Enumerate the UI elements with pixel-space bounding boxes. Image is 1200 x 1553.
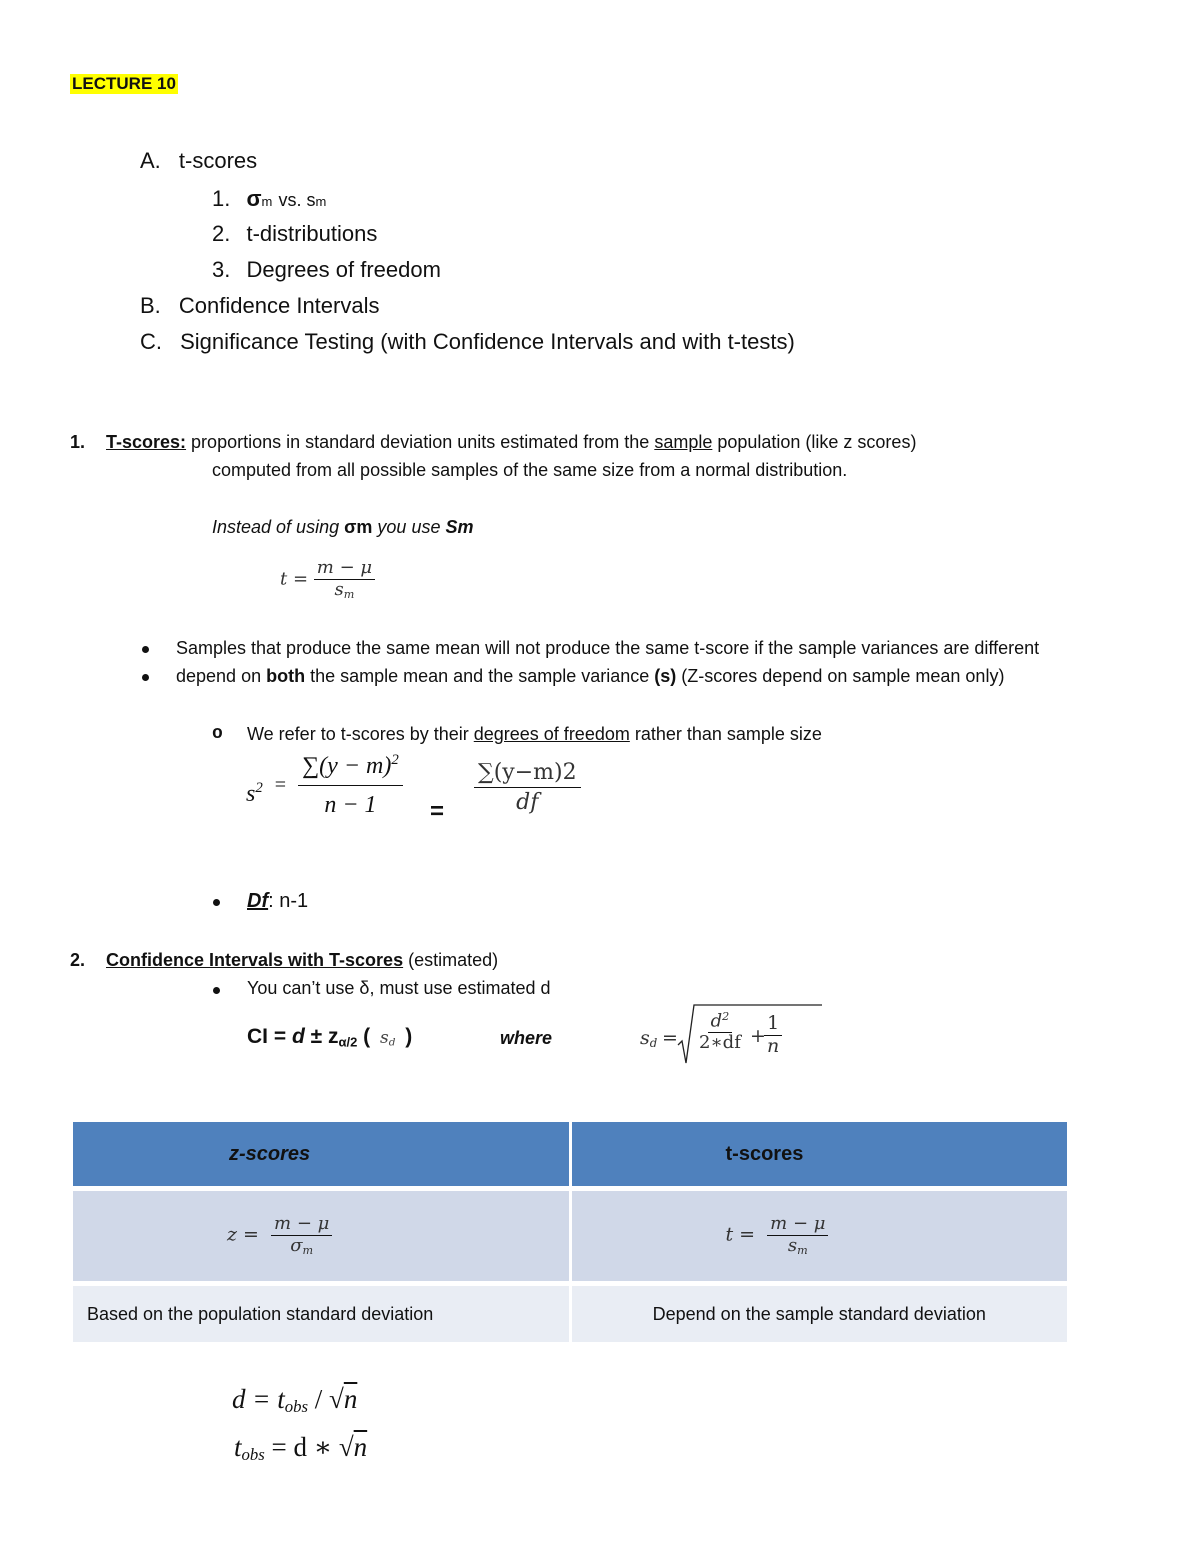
sd-fraction-2 xyxy=(764,1013,782,1058)
paren: ( xyxy=(357,1025,376,1048)
outline-marker: 1. xyxy=(212,186,231,211)
subscript: obs xyxy=(241,1445,265,1465)
superscript: 2 xyxy=(722,1010,730,1023)
bullet-icon xyxy=(142,646,149,653)
outline-marker: 2. xyxy=(212,221,231,246)
sd-lhs xyxy=(640,1027,657,1050)
variance-lhs xyxy=(246,780,263,808)
table-header-cell xyxy=(572,1122,1068,1186)
ci-d: d xyxy=(291,1025,305,1048)
t-obs-formula xyxy=(234,1432,367,1465)
superscript: 2 xyxy=(391,752,399,768)
bullet-delta: You can’t use δ, must use estimated d xyxy=(247,978,551,998)
paren: ) xyxy=(399,1025,413,1048)
eq-lhs: d xyxy=(232,1384,246,1414)
z-formula xyxy=(73,1214,569,1257)
sd-symbol: s xyxy=(379,1028,389,1048)
ci-formula xyxy=(247,1025,412,1049)
subscript: α/2 xyxy=(338,1034,358,1050)
formula-fraction xyxy=(314,558,375,601)
den-symbol: s xyxy=(334,578,344,600)
table-cell-z-formula xyxy=(73,1191,569,1281)
lhs-symbol: s xyxy=(640,1027,650,1049)
radicand: n xyxy=(343,1384,358,1414)
subscript: obs xyxy=(284,1397,308,1417)
variance-fraction xyxy=(298,752,403,819)
denominator xyxy=(332,580,358,602)
numerator: m − μ xyxy=(314,558,375,580)
outline-marker: 3. xyxy=(212,257,231,282)
plus-sign: + xyxy=(750,1025,766,1047)
formula-lhs: z = xyxy=(227,1223,259,1246)
bullet-samples: Samples that produce the same mean will not produce the same t-score if the sample variances are different xyxy=(176,638,1040,658)
where-label: where xyxy=(500,1028,553,1048)
emphasis: sample xyxy=(654,432,713,452)
outline-text: vs. s xyxy=(278,190,316,210)
radicand: n xyxy=(353,1432,368,1462)
numerator xyxy=(708,1011,733,1033)
bullet-text: depend on xyxy=(176,666,267,686)
den-symbol: σ xyxy=(290,1235,303,1257)
sub-bullet-text: rather than sample size xyxy=(629,724,822,744)
outline-item-c xyxy=(140,329,795,355)
section-number: 2. xyxy=(70,950,86,970)
instead-note xyxy=(212,517,473,538)
den-symbol: s xyxy=(787,1235,798,1257)
numerator: m − μ xyxy=(767,1214,828,1236)
numerator: ∑(y−m)2 xyxy=(474,760,581,788)
header-t: t-scores xyxy=(725,1142,804,1165)
sigma-symbol: σ xyxy=(246,186,262,211)
sigma-m: σm xyxy=(344,517,373,537)
subscript: m xyxy=(261,194,273,209)
definition-continuation: computed from all possible samples of the same size from a normal distribution. xyxy=(212,460,848,480)
section-number: 1. xyxy=(70,432,86,452)
comparison-table xyxy=(70,1122,1070,1342)
subscript: m xyxy=(315,194,327,209)
subscript: d xyxy=(649,1035,658,1050)
equals-sign: = xyxy=(274,774,287,797)
sd-fraction-1 xyxy=(696,1011,744,1054)
eq-lhs: t xyxy=(234,1432,242,1462)
section-heading xyxy=(106,950,498,971)
outline-text: t-scores xyxy=(178,148,258,173)
z-fraction xyxy=(271,1214,332,1257)
bullet-text: (Z-scores depend on sample mean only) xyxy=(676,666,1005,686)
definition-text: : n-1 xyxy=(268,890,309,912)
formula-lhs: t = xyxy=(725,1223,756,1246)
header-z: z-scores xyxy=(229,1142,311,1165)
bullet-icon xyxy=(142,674,149,681)
denominator: n xyxy=(767,1034,780,1057)
s-m: Sm xyxy=(445,517,474,537)
bullet-icon xyxy=(213,987,220,994)
table-cell-z-desc: Based on the population standard deviation xyxy=(73,1286,569,1342)
outline-text: Degrees of freedom xyxy=(246,257,441,282)
subscript: m xyxy=(302,1243,314,1257)
effect-size-formula xyxy=(232,1384,357,1417)
sub-bullet-dof xyxy=(247,724,822,745)
outline-marker: B. xyxy=(140,293,161,318)
emphasis: (s) xyxy=(654,666,677,686)
heading-suffix: (estimated) xyxy=(403,950,499,970)
outline-item-a2 xyxy=(212,221,377,247)
sub-bullet-text: We refer to t-scores by their xyxy=(247,724,474,744)
denominator xyxy=(287,1236,316,1258)
numerator: 1 xyxy=(764,1013,782,1036)
table-header-cell xyxy=(73,1122,569,1186)
outline-text: t-distributions xyxy=(246,221,378,246)
denominator: n − 1 xyxy=(324,791,377,818)
bullet-text: the sample mean and the sample variance xyxy=(305,666,655,686)
outline-text: Significance Testing (with Confidence Intervals and with t-tests) xyxy=(180,329,795,354)
eq-mid: = d ∗ √ xyxy=(264,1432,354,1462)
subscript: m xyxy=(343,587,355,601)
outline-text: Confidence Intervals xyxy=(178,293,380,318)
variance-formula xyxy=(246,752,403,819)
note-text: you use xyxy=(372,517,446,537)
variance-df-formula xyxy=(474,760,581,816)
ci-sd xyxy=(380,1028,395,1048)
df-definition xyxy=(247,890,308,913)
term: T-scores: xyxy=(106,432,187,452)
sub-bullet-marker: o xyxy=(212,724,223,744)
page-title: LECTURE 10 xyxy=(72,74,176,93)
ci-label: CI = xyxy=(247,1025,292,1048)
outline-item-a1 xyxy=(212,186,326,212)
numerator: m − μ xyxy=(271,1214,332,1236)
sqrt-operator: / √ xyxy=(307,1384,344,1414)
outline-marker: C. xyxy=(140,329,162,354)
definition-text: population (like z scores) xyxy=(712,432,917,452)
outline-marker: A. xyxy=(140,148,161,173)
table-cell-t-formula xyxy=(572,1191,1068,1281)
outline-item-a3 xyxy=(212,257,441,283)
outline-item-a xyxy=(140,148,257,174)
num-symbol: d xyxy=(710,1010,723,1032)
t-formula xyxy=(572,1214,1068,1257)
formula-lhs: t = xyxy=(280,568,309,590)
lhs-symbol: s xyxy=(246,780,256,807)
term: Df xyxy=(247,890,269,912)
subscript: d xyxy=(388,1036,396,1049)
emphasis: both xyxy=(266,666,306,686)
denominator: df xyxy=(516,790,539,816)
denominator: 2∗df xyxy=(699,1032,741,1054)
table-cell-t-desc: Depend on the sample standard deviation xyxy=(572,1286,1068,1342)
tscores-definition xyxy=(106,432,916,453)
numerator xyxy=(298,752,403,786)
equals-sign: = xyxy=(430,798,445,825)
note-text: Instead of using xyxy=(212,517,345,537)
subscript: m xyxy=(797,1243,808,1257)
denominator xyxy=(785,1236,811,1258)
bullet-depend xyxy=(176,666,1004,687)
t-fraction xyxy=(767,1214,828,1257)
df-fraction xyxy=(474,760,581,816)
t-formula xyxy=(280,558,375,601)
outline-item-b xyxy=(140,293,379,319)
num-expr: ∑(y − m) xyxy=(302,752,392,779)
heading-text: Confidence Intervals with T-scores xyxy=(106,950,404,970)
eq-mid: = t xyxy=(245,1384,285,1414)
ci-z: ± z xyxy=(304,1025,339,1048)
definition-text: proportions in standard deviation units estimated from the xyxy=(186,432,655,452)
superscript: 2 xyxy=(255,779,263,796)
equals-sign: = xyxy=(662,1027,678,1049)
emphasis: degrees of freedom xyxy=(473,724,630,744)
bullet-icon xyxy=(213,899,220,906)
